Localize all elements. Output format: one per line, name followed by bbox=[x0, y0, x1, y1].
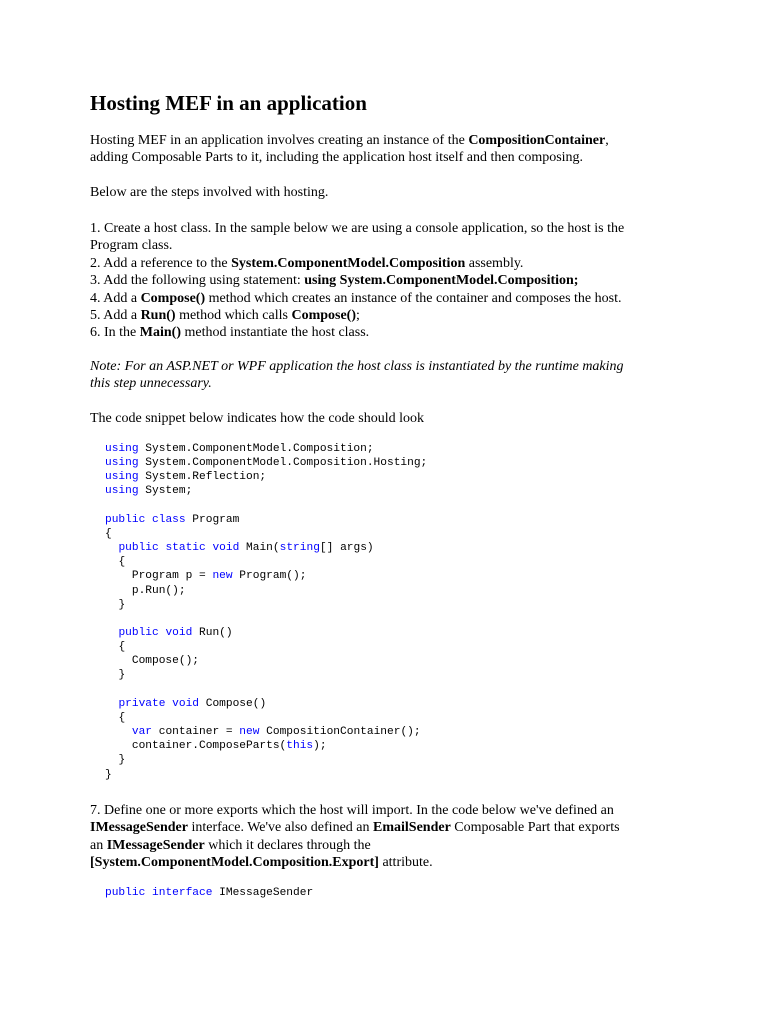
step-4-text: 4. Add a bbox=[90, 290, 141, 306]
code-keyword: void bbox=[165, 627, 193, 639]
step-2-post: assembly. bbox=[465, 255, 524, 271]
code-line bbox=[105, 470, 427, 484]
code-text: Main( bbox=[239, 542, 280, 555]
step-5-bold2: Compose() bbox=[291, 308, 356, 324]
code-line bbox=[105, 513, 427, 527]
step-3-text: 3. Add the following using statement: bbox=[90, 273, 305, 289]
code-text: Run() bbox=[192, 627, 233, 639]
code-line bbox=[105, 725, 427, 739]
code-text: Compose(); bbox=[131, 655, 199, 668]
snippet-intro: The code snippet below indicates how the code should look bbox=[90, 411, 424, 426]
code-brace: } bbox=[118, 598, 126, 611]
code-line bbox=[105, 569, 427, 583]
intro-text: Hosting MEF in an application involves creating an instance of the bbox=[90, 133, 469, 148]
code-text: IMessageSender bbox=[212, 887, 314, 899]
step-6-post: method instantiate the host class. bbox=[180, 325, 370, 341]
code-keyword: new bbox=[212, 570, 233, 583]
step-7-line4-post: attribute. bbox=[378, 855, 433, 871]
code-text: p.Run(); bbox=[131, 584, 186, 597]
step-2-bold: System.ComponentModel.Composition bbox=[231, 255, 466, 271]
code-text: Compose() bbox=[199, 697, 267, 710]
code-keyword: public bbox=[118, 542, 159, 555]
code-text: System.ComponentModel.Composition; bbox=[138, 443, 374, 455]
note-paragraph bbox=[90, 358, 624, 393]
code-line bbox=[105, 484, 427, 498]
code-brace: { bbox=[118, 641, 126, 654]
step-7-post: Composable Part that exports bbox=[450, 820, 620, 836]
code-keyword: public bbox=[105, 513, 146, 526]
code-keyword: this bbox=[286, 740, 314, 753]
code-block-interface bbox=[105, 886, 313, 900]
code-text: Program(); bbox=[232, 570, 307, 583]
step-7-bold: IMessageSender bbox=[90, 820, 188, 836]
note-line1: Note: For an ASP.NET or WPF application the host class is instantiated by the runtime making bbox=[90, 359, 624, 374]
code-line bbox=[105, 541, 427, 555]
code-keyword: new bbox=[239, 726, 260, 739]
code-keyword: using bbox=[105, 471, 139, 484]
step-5-bold: Run() bbox=[140, 308, 176, 324]
code-keyword: using bbox=[105, 443, 139, 455]
code-keyword: string bbox=[279, 542, 320, 555]
step-1-line1: 1. Create a host class. In the sample below we are using a console application, so the host is the bbox=[90, 221, 625, 236]
code-text: System.ComponentModel.Composition.Hosting; bbox=[138, 457, 428, 470]
steps-list bbox=[90, 220, 624, 342]
code-keyword: private bbox=[118, 697, 166, 710]
code-text: container.ComposeParts( bbox=[131, 740, 287, 753]
code-line bbox=[105, 654, 427, 668]
step-1-line2: Program class. bbox=[90, 238, 173, 254]
code-line bbox=[105, 886, 313, 900]
code-line bbox=[105, 697, 427, 711]
step-5-post: ; bbox=[356, 308, 360, 324]
step-5-mid: method which calls bbox=[175, 308, 292, 324]
code-line bbox=[105, 640, 427, 654]
code-line bbox=[105, 626, 427, 640]
code-text: Program p = bbox=[131, 570, 213, 583]
code-brace: } bbox=[118, 754, 126, 767]
code-line bbox=[105, 584, 427, 598]
code-line bbox=[105, 442, 427, 456]
intro-paragraph bbox=[90, 132, 609, 167]
code-line bbox=[105, 527, 427, 541]
code-brace: { bbox=[118, 556, 126, 569]
step-7-line1: 7. Define one or more exports which the host will import. In the code below we've defined an bbox=[90, 803, 614, 818]
code-keyword: interface bbox=[152, 887, 213, 899]
step-7-line3-post: which it declares through the bbox=[204, 837, 371, 853]
code-brace: } bbox=[118, 669, 126, 682]
code-keyword: var bbox=[131, 726, 153, 739]
code-keyword: public bbox=[105, 887, 146, 899]
step-4-post: method which creates an instance of the container and composes the host. bbox=[205, 290, 622, 306]
code-text: CompositionContainer(); bbox=[259, 726, 421, 739]
step-3-bold: using System.ComponentModel.Composition; bbox=[304, 273, 579, 289]
code-text: System; bbox=[138, 485, 193, 498]
code-text: container = bbox=[152, 726, 240, 739]
code-keyword: void bbox=[172, 697, 200, 710]
code-keyword: static bbox=[165, 542, 206, 555]
step-2-text: 2. Add a reference to the bbox=[90, 255, 232, 271]
steps-intro: Below are the steps involved with hosting. bbox=[90, 185, 329, 200]
code-keyword: using bbox=[105, 485, 139, 498]
code-keyword: public bbox=[118, 627, 159, 639]
code-brace: { bbox=[118, 711, 126, 724]
note-line2: this step unnecessary. bbox=[90, 376, 212, 392]
code-brace: { bbox=[105, 527, 112, 540]
code-keyword: void bbox=[212, 542, 240, 555]
step-7-line3-pre: an bbox=[90, 837, 107, 853]
code-line bbox=[105, 711, 427, 725]
code-line bbox=[105, 753, 427, 767]
code-keyword: using bbox=[105, 457, 139, 470]
code-text: ); bbox=[313, 740, 327, 753]
intro-bold: CompositionContainer bbox=[468, 133, 606, 148]
code-text: Program bbox=[185, 513, 240, 526]
code-brace: } bbox=[105, 768, 112, 781]
code-block-program bbox=[105, 442, 427, 782]
step-7-bold2: EmailSender bbox=[373, 820, 451, 836]
intro-comma: , bbox=[605, 133, 609, 148]
step-7-mid: interface. We've also defined an bbox=[188, 820, 373, 836]
step-6-text: 6. In the bbox=[90, 325, 140, 341]
step-5-text: 5. Add a bbox=[90, 308, 141, 324]
step-7-paragraph bbox=[90, 802, 620, 872]
code-text: System.Reflection; bbox=[138, 471, 267, 484]
step-6-bold: Main() bbox=[139, 325, 181, 341]
step-4-bold: Compose() bbox=[140, 290, 206, 306]
step-7-line3-bold: IMessageSender bbox=[106, 837, 205, 853]
code-line bbox=[105, 768, 427, 782]
code-line bbox=[105, 598, 427, 612]
code-keyword: class bbox=[152, 513, 186, 526]
page-title: Hosting MEF in an application bbox=[90, 91, 367, 115]
code-line bbox=[105, 456, 427, 470]
code-line bbox=[105, 739, 427, 753]
code-text: [] args) bbox=[319, 542, 374, 555]
intro-line2: adding Composable Parts to it, including the application host itself and then composing. bbox=[90, 150, 584, 166]
step-7-line4-bold: [System.ComponentModel.Composition.Export] bbox=[90, 855, 379, 871]
code-line bbox=[105, 555, 427, 569]
code-line bbox=[105, 668, 427, 682]
